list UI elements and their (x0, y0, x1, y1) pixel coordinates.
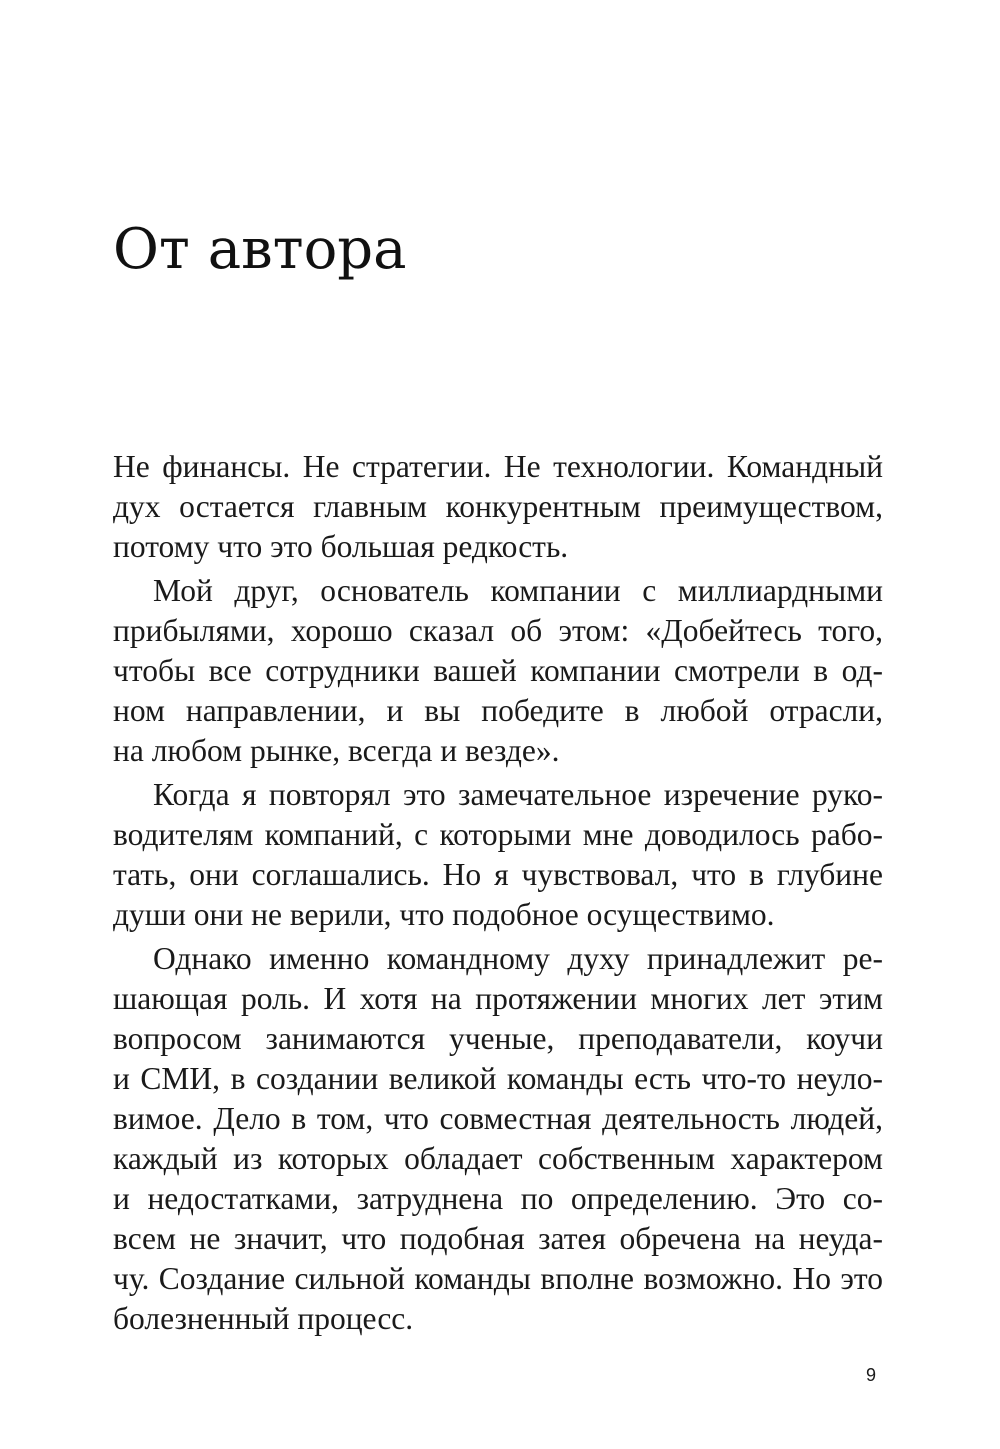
text-line: болезненный процесс. (113, 1301, 414, 1336)
text-line: Не финансы. Не стратегии. Не технологии. Командный (113, 449, 883, 484)
text-line: души они не верили, что подобное осуществимо. (113, 897, 775, 932)
paragraph-2 (113, 571, 883, 771)
text-line: и СМИ, в создании великой команды есть что-то неуло- (113, 1061, 883, 1096)
page-title: От автора (113, 217, 407, 282)
text-line: вопросом занимаются ученые, преподаватели, коучи (113, 1021, 883, 1056)
text-line: чу. Создание сильной команды вполне возможно. Но это (113, 1261, 883, 1296)
text-line: чтобы все сотрудники вашей компании смотрели в од- (113, 653, 883, 688)
paragraph-4 (113, 939, 883, 1339)
text-line: потому что это большая редкость. (113, 529, 569, 564)
text-line: ном направлении, и вы победите в любой отрасли, (113, 693, 883, 728)
text-line: дух остается главным конкурентным преимуществом, (113, 489, 883, 524)
page-number: 9 (866, 1365, 877, 1385)
text-line: на любом рынке, всегда и везде». (113, 733, 560, 768)
text-line: Когда я повторял это замечательное изречение руко- (153, 777, 883, 812)
text-line: вимое. Дело в том, что совместная деятельность людей, (113, 1101, 883, 1136)
text-line: прибылями, хорошо сказал об этом: «Добейтесь того, (113, 613, 883, 648)
body-text (113, 447, 883, 1343)
text-line: каждый из которых обладает собственным характером (113, 1141, 883, 1176)
text-line: шающая роль. И хотя на протяжении многих лет этим (113, 981, 883, 1016)
text-line: Мой друг, основатель компании с миллиардными (153, 573, 883, 608)
text-line: и недостатками, затруднена по определению. Это со- (113, 1181, 883, 1216)
text-line: водителям компаний, с которыми мне доводилось рабо- (113, 817, 883, 852)
paragraph-3 (113, 775, 883, 935)
text-line: Однако именно командному духу принадлежит ре- (153, 941, 883, 976)
paragraph-1 (113, 447, 883, 567)
text-line: всем не значит, что подобная затея обречена на неуда- (113, 1221, 883, 1256)
text-line: тать, они соглашались. Но я чувствовал, что в глубине (113, 857, 883, 892)
